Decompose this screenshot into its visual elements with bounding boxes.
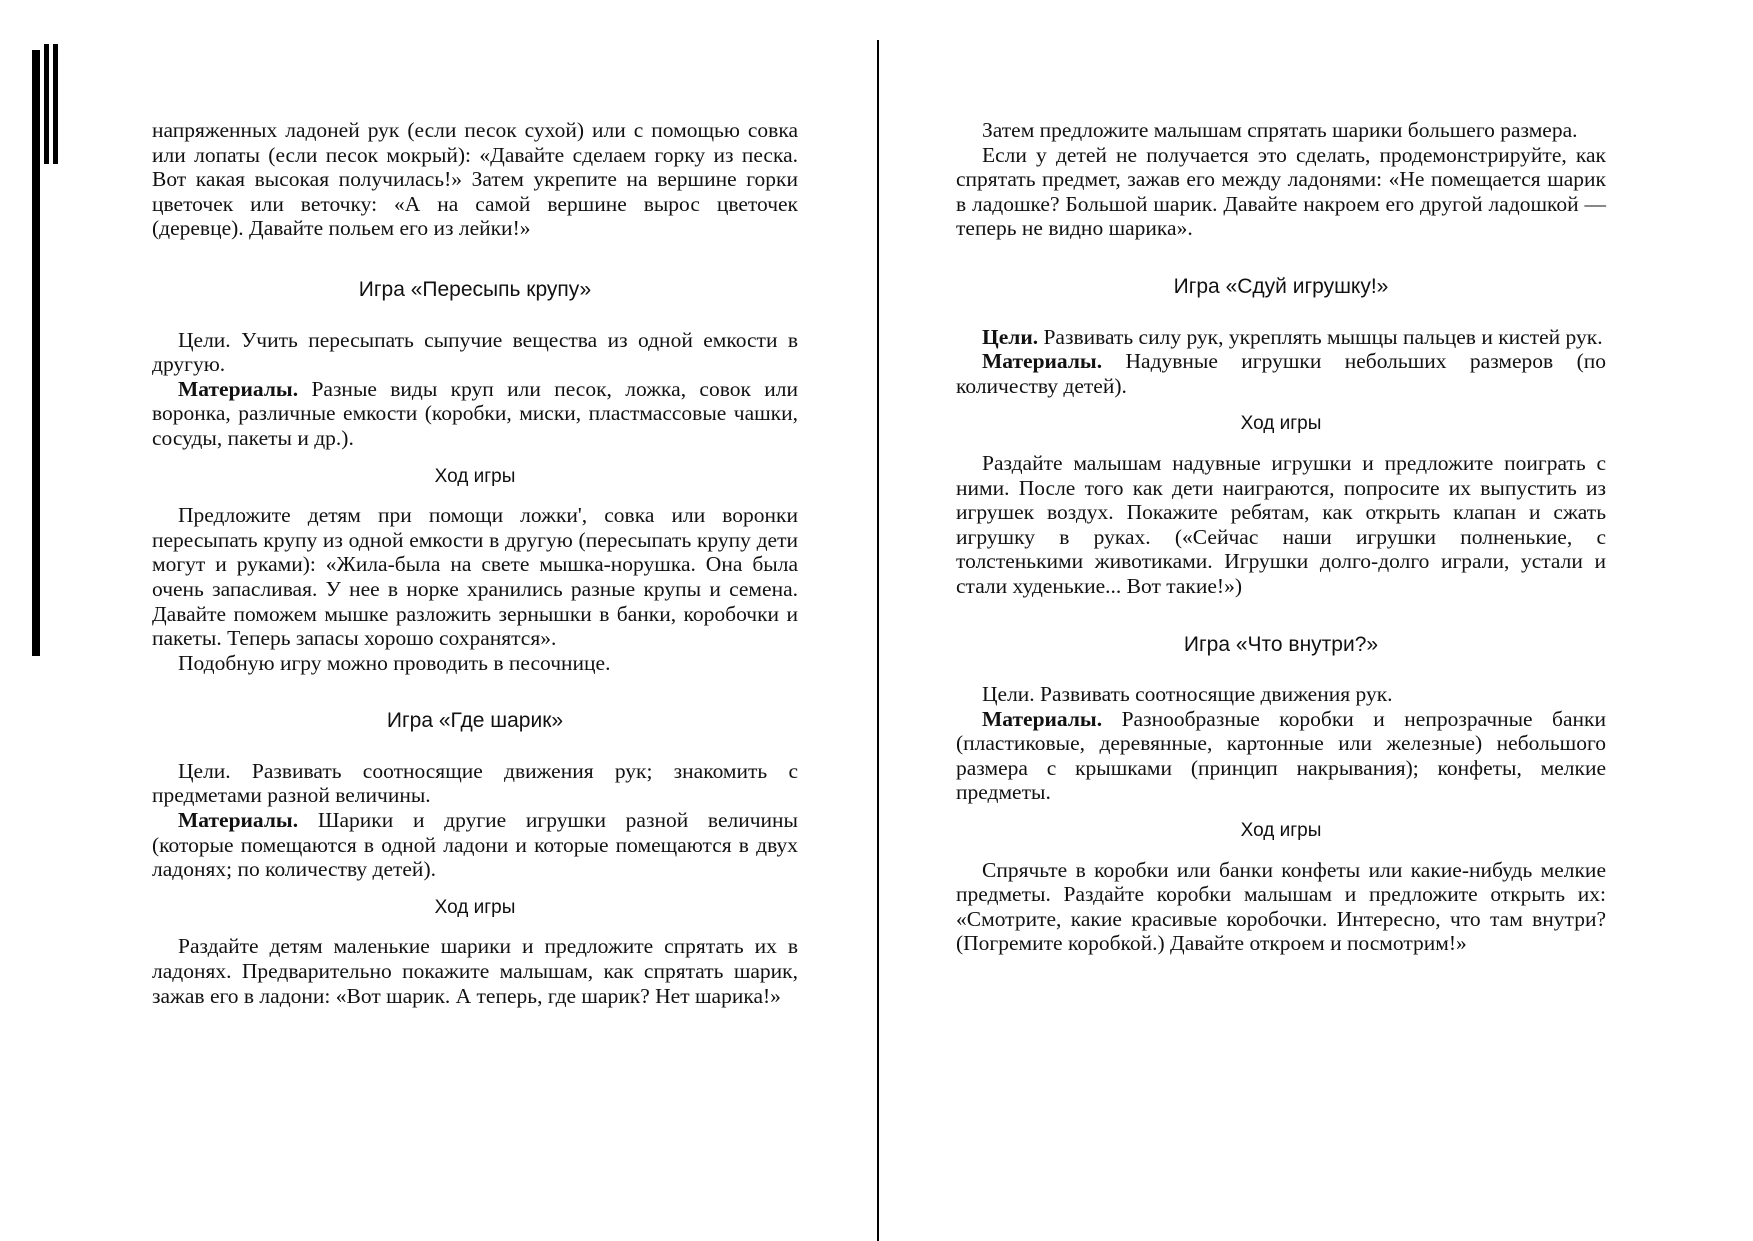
binding-bar-inner-2 [53,44,58,164]
course-heading: Ход игры [434,896,516,918]
game-title: Игра «Сдуй игрушку!» [1173,274,1389,298]
course-paragraph: Спрячьте в коробки или банки конфеты или какие-нибудь мелкие предметы. Раздайте коробки малышам и предложите открыть их: «Смотрите, какие красивые коробочки. Интересно, что там внутри? (Погремите коробкой.) Давайте откроем и посмотрим!» [956,857,1606,956]
left-page [152,118,798,1008]
goals-paragraph [956,325,1606,350]
materials-paragraph [152,377,798,451]
materials-label: Материалы. [982,349,1103,374]
game-title: Игра «Где шарик» [386,709,564,733]
course-heading: Ход игры [1240,820,1322,842]
course-paragraph: Раздайте детям маленькие шарики и предложите спрятать их в ладонях. Предварительно покажите малышам, как спрятать шарик, зажав его в ладони: «Вот шарик. А теперь, где шарик? Нет шарика!» [152,934,798,1008]
paragraph-intro: Затем предложите малышам спрятать шарики большего размера. [982,118,1578,142]
paragraph-intro-2: Если у детей не получается это сделать, продемонстрируйте, как спрятать предмет, зажав его между ладонями: «Не помещается шарик в ладошке? Большой шарик. Давайте накроем его другой ладошкой — теперь не видно шарика». [956,142,1606,241]
materials-label: Материалы. [982,706,1103,731]
goals-paragraph: Цели. Развивать соотносящие движения рук; знакомить с предметами разной величины. [152,758,798,808]
materials-label: Материалы. [178,808,299,833]
materials-label: Материалы. [178,376,299,401]
materials-paragraph [152,808,798,882]
course-paragraph: Предложите детям при помощи ложки', совка или воронки пересыпать крупу из одной емкости в другую (пересыпать крупу дети могут и руками): «Жила-была на свете мышка-норушка. Она была очень запасливая. У нее в норке хранились разные крупы и семена. Давайте поможем мышке разложить зернышки в банки, коробочки и пакеты. Теперь запасы хорошо сохранятся». [152,503,798,651]
course-heading: Ход игры [1240,413,1322,435]
right-page [956,118,1606,956]
note-paragraph: Подобную игру можно проводить в песочнице. [178,650,611,675]
materials-text: Надувные игрушки небольших размеров (по количеству детей). [956,349,1606,398]
game-title: Игра «Пересыпь крупу» [358,277,592,301]
materials-paragraph [956,349,1606,398]
course-paragraph: Раздайте малышам надувные игрушки и предложите поиграть с ними. После того как дети наиграются, попросите их выпустить из игрушек воздух. Покажите ребятам, как открыть клапан и сжать игрушку в руках. («Сейчас наши игрушки полненькие, с толстенькими животиками. Игрушки долго-долго играли, устали и стали худенькие... Вот такие!») [956,450,1606,598]
page-divider [877,40,879,1241]
game-title: Игра «Что внутри?» [1183,632,1379,656]
goals-paragraph: Цели. Развивать соотносящие движения рук. [982,682,1393,707]
materials-text: Разные виды круп или песок, ложка, совок или воронка, различные емкости (коробки, миски, пластмассовые чашки, сосуды, пакеты и др.). [152,376,798,450]
goals-label: Цели. [982,324,1039,349]
materials-text: Шарики и другие игрушки разной величины (которые помещаются в одной ладони и которые помещаются в двух ладонях; по количеству детей). [152,808,798,882]
materials-paragraph [956,707,1606,805]
goals-text: Развивать силу рук, укреплять мышцы пальцев и кистей рук. [1038,324,1603,349]
course-heading: Ход игры [434,465,516,487]
paragraph-intro: напряженных ладоней рук (если песок сухой) или с помощью совка или лопаты (если песок мокрый): «Давайте сделаем горку из песка. Вот какая высокая получилась!» Затем укрепите на вершине горки цветочек или веточку: «А на самой вершине вырос цветочек (деревце). Давайте польем его из лейки!» [152,118,798,241]
materials-text: Разнообразные коробки и непрозрачные банки (пластиковые, деревянные, картонные или железные) небольшого размера с крышками (принцип накрывания); конфеты, мелкие предметы. [956,706,1606,805]
binding-bar-outer [32,50,40,656]
binding-bar-inner [44,44,49,164]
goals-paragraph: Цели. Учить пересыпать сыпучие вещества из одной емкости в другую. [152,327,798,377]
